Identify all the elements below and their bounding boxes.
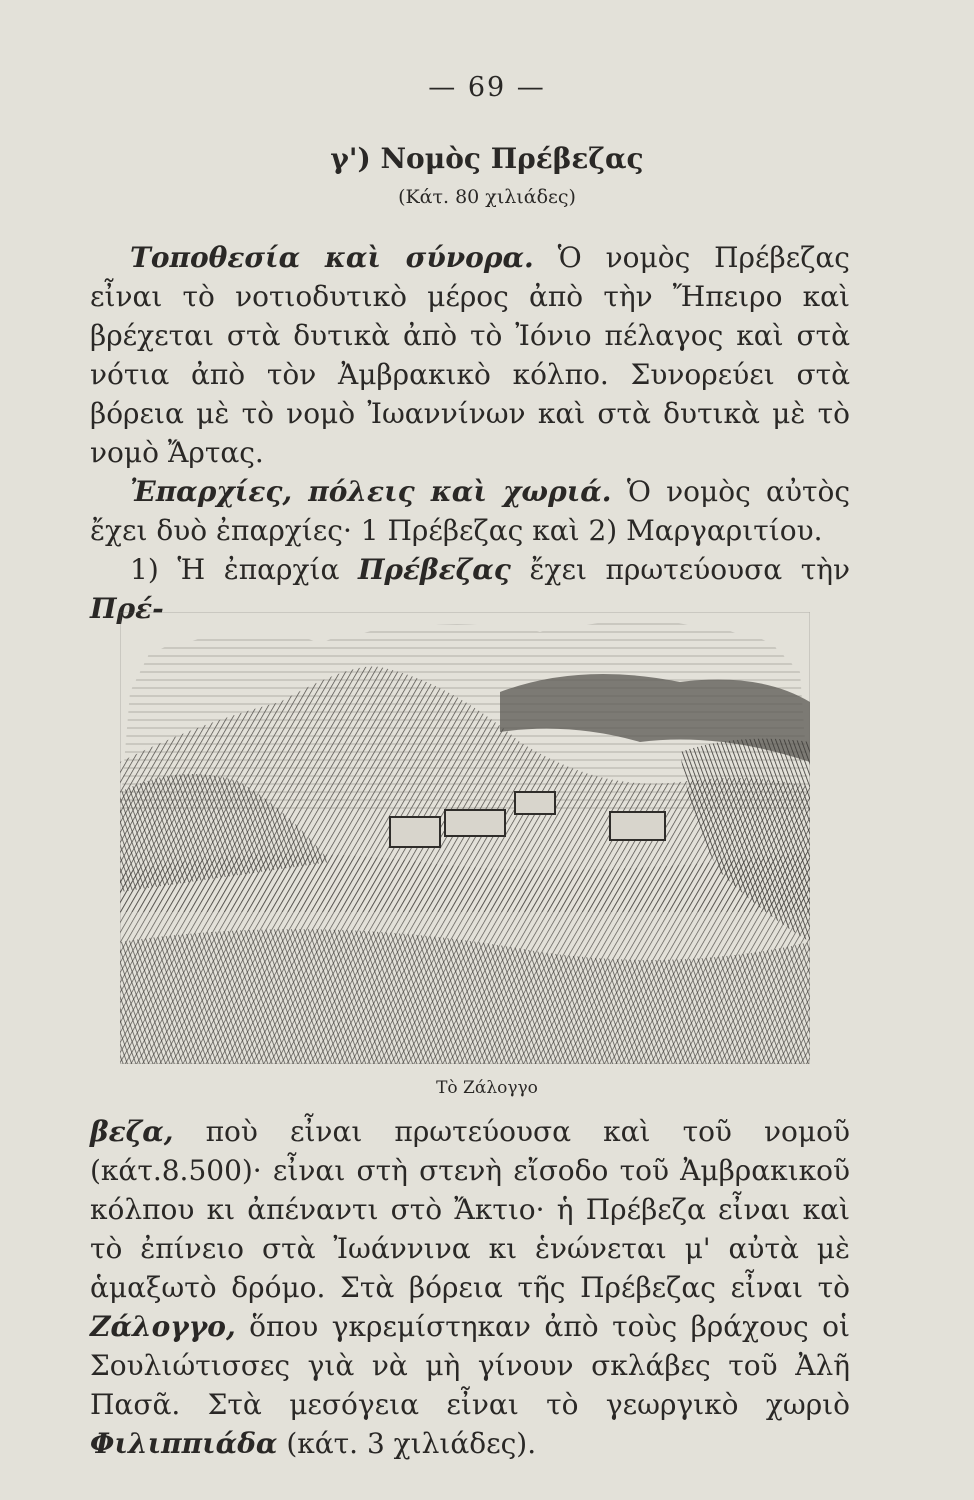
emphasis: Πρέ- [90,592,164,625]
paragraph-heading: Τοποθεσία καὶ σύνορα. [130,241,534,274]
paragraph-text: Ὁ νομὸς αὐτὸς ἔχει δυὸ ἐπαρχίες· 1 Πρέβεζας καὶ 2) Μαργαριτίου. [90,475,850,547]
text-block-bottom [90,1112,850,1463]
paragraph-continuation: βεζα, ποὺ εἶναι πρωτεύουσα καὶ τοῦ νομοῦ (κάτ.8.500)· εἶναι στὴ στενὴ εἴσοδο τοῦ Ἀμβρακικοῦ κόλπου κι ἀπέναντι στὸ Ἄκτιο· ἡ Πρέβεζα εἶναι καὶ τὸ ἐπίνειο στὰ Ἰωάννινα κι ἑνώνεται μ' αὐτὰ μὲ ἁμαξωτὸ δρόμο. Στὰ βόρεια τῆς Πρέβεζας εἶναι τὸ Ζάλογγο, ὅπου γκρεμίστηκαν ἀπὸ τοὺς βράχους οἱ Σουλιώτισσες γιὰ νὰ μὴ γίνουν σκλάβες τοῦ Ἀλῆ Πασᾶ. Στὰ μεσόγεια εἶναι τὸ γεωργικὸ χωριὸ Φιλιππιάδα (κάτ. 3 χιλιάδες). [90,1115,850,1460]
population-note: (Κάτ. 80 χιλιάδες) [398,186,576,208]
emphasis: Φιλιππιάδα [90,1427,278,1460]
emphasis: βεζα, [90,1115,174,1148]
paragraph-preveza: 1) Ἡ ἐπαρχία Πρέβεζας ἔχει πρωτεύουσα τὴν Πρέ- [90,553,851,625]
emphasis: Πρέβεζας [357,553,511,586]
page-number: — 69 — [428,72,546,103]
paragraph-provinces [90,472,850,550]
emphasis: Ζάλογγο, [90,1310,236,1343]
figure-caption: Τὸ Ζάλογγο [436,1078,538,1098]
section-title: γ') Νομὸς Πρέβεζας [330,142,644,175]
text-block-top [90,238,850,628]
paragraph-text: Ὁ νομὸς Πρέβεζας εἶναι τὸ νοτιοδυτικὸ μέρος ἀπὸ τὴν Ἤπειρο καὶ βρέχεται στὰ δυτικὰ ἀπὸ τὸ Ἰόνιο πέλαγος καὶ στὰ νότια ἀπὸ τὸν Ἀμβρακικὸ κόλπο. Συνορεύει στὰ βόρεια μὲ τὸ νομὸ Ἰωαννίνων καὶ στὰ δυτικὰ μὲ τὸ νομὸ Ἄρτας. [90,241,850,469]
paragraph-heading: Ἐπαρχίες, πόλεις καὶ χωριά. [130,475,612,508]
paragraph-location [90,238,850,472]
zalongo-illustration [120,612,810,1064]
